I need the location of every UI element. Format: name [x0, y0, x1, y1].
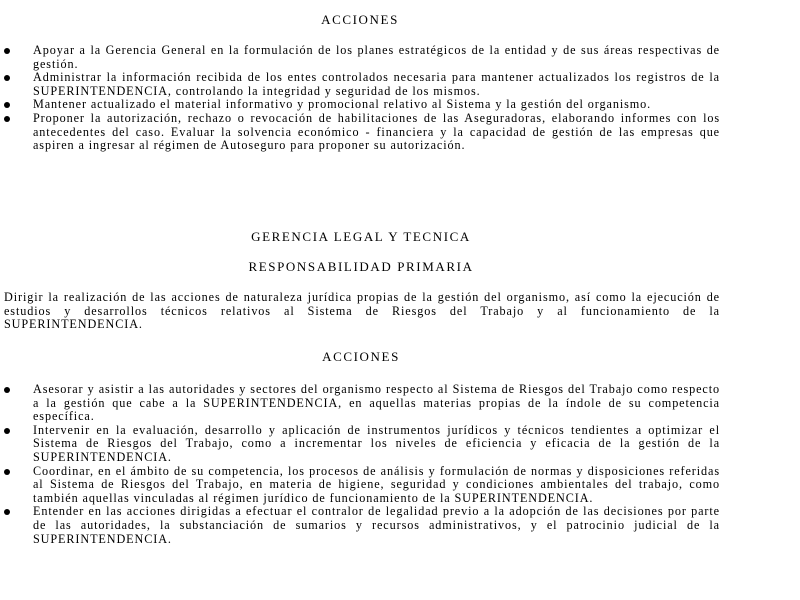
- list-item: [0, 98, 720, 112]
- bullet-icon: [4, 387, 10, 393]
- list-item-text: Coordinar, en el ámbito de su competencia, los procesos de análisis y formulación de normas y disposiciones referidas al Sistema de Riesgos del Trabajo, en materia de higiene, seguridad y condiciones ambientales del trabajo, como también aquellas vinculadas al régimen jurídico de funcionamiento de la SUPERINTENDENCIA.: [33, 463, 720, 505]
- list-item: [0, 505, 720, 546]
- acciones-list-2: [0, 383, 800, 546]
- list-item-text: Administrar la información recibida de los entes controlados necesaria para mantener actualizados los registros de la SUPERINTENDENCIA, controlando la integridad y seguridad de los mismos.: [33, 70, 720, 98]
- list-item-text: Mantener actualizado el material informativo y promocional relativo al Sistema y la gestión del organismo.: [33, 97, 652, 112]
- section-title-gerencia: GERENCIA LEGAL Y TECNICA: [251, 229, 471, 244]
- bullet-icon: [4, 469, 10, 475]
- bullet-icon: [4, 509, 10, 515]
- section-subtitle-responsabilidad: RESPONSABILIDAD PRIMARIA: [248, 259, 474, 274]
- responsabilidad-paragraph: Dirigir la realización de las acciones de naturaleza jurídica propias de la gestión del organismo, así como la ejecución de estudios y desarrollos técnicos relativos al Sistema de Riesgos del Trabajo y al funcionamiento de la SUPERINTENDENCIA.: [4, 290, 720, 332]
- list-item-text: Intervenir en la evaluación, desarrollo y aplicación de instrumentos jurídicos y técnicos tendientes a optimizar el Sistema de Riesgos del Trabajo, como a incrementar los niveles de eficiencia y eficacia de la gestión de la SUPERINTENDENCIA.: [33, 422, 720, 464]
- list-item: [0, 465, 720, 506]
- bullet-icon: [4, 75, 10, 81]
- list-item: [0, 44, 720, 71]
- list-item: [0, 71, 720, 98]
- list-item-text: Proponer la autorización, rechazo o revocación de habilitaciones de las Aseguradoras, elaborando informes con los antecedentes del caso. Evaluar la solvencia económico - financiera y la capacidad de gestión de las empresas que aspiren a ingresar al régimen de Autoseguro para proponer su autorización.: [33, 110, 720, 153]
- bullet-icon: [4, 116, 10, 122]
- section-heading-acciones: ACCIONES: [321, 12, 399, 27]
- bullet-icon: [4, 428, 10, 434]
- bullet-icon: [4, 48, 10, 54]
- list-item-text: Apoyar a la Gerencia General en la formulación de los planes estratégicos de la entidad y de sus áreas respectivas de gestión.: [33, 43, 720, 71]
- bullet-icon: [4, 102, 10, 108]
- list-item-text: Entender en las acciones dirigidas a efectuar el contralor de legalidad previo a la adopción de las decisiones por parte de las autoridades, la substanciación de sumarios y recursos administrativos, y el patrocinio judicial de la SUPERINTENDENCIA.: [33, 504, 720, 546]
- list-item: [0, 383, 720, 424]
- section-heading-acciones-2: ACCIONES: [322, 349, 400, 364]
- list-item: [0, 112, 720, 153]
- list-item-text: Asesorar y asistir a las autoridades y sectores del organismo respecto al Sistema de Riesgos del Trabajo como respecto a la gestión que cabe a la SUPERINTENDENCIA, en aquellas materias propias de la índole de su competencia específica.: [33, 382, 720, 424]
- acciones-list-1: [0, 44, 800, 153]
- list-item: [0, 424, 720, 465]
